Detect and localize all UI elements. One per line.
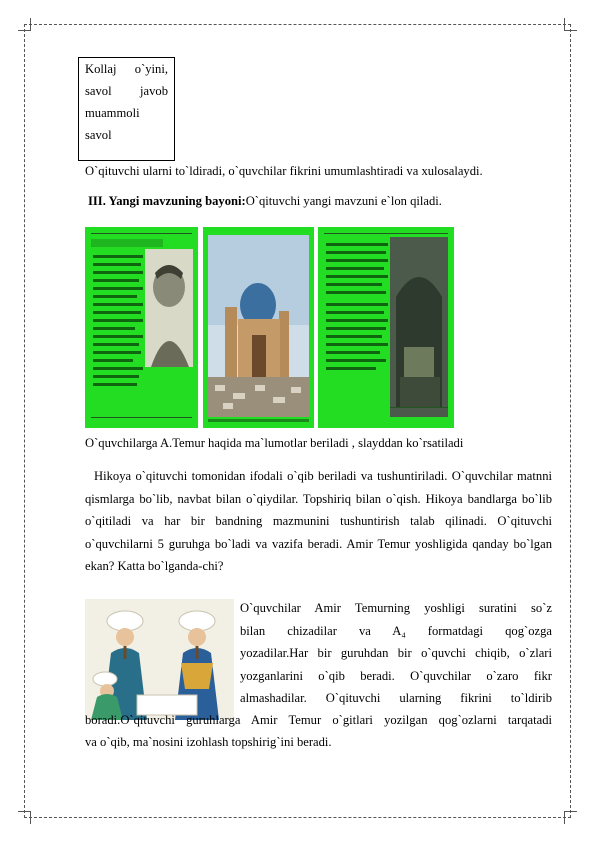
method-line-1: Kollaj o`yini,: [85, 62, 168, 76]
method-table-cell: [78, 57, 175, 161]
group-task-line-1: O`quvchilar Amir Temurning yoshligi suratini so`z: [240, 601, 552, 615]
slide-amir-temur-bio: [85, 227, 198, 428]
method-line-3: muammoli: [85, 106, 140, 120]
mausoleum-image: [203, 227, 314, 428]
slide-bio-graphic: [85, 227, 198, 428]
slide-interior-graphic: [318, 227, 454, 428]
group-task-line-6: boradi.O`qituvchi guruhlarga Amir Temur o`gitlari yozilgan qog`ozlarni tarqatadi: [85, 713, 552, 727]
group-task-text: [240, 597, 552, 710]
group-task-line-3: yozadilar.Har bir guruhdan bir o`quvchi chiqib, o`zlari: [240, 646, 552, 660]
section-heading-text: O`qituvchi yangi mavzuni e`lon qiladi.: [245, 194, 442, 208]
group-task-line-2: bilan chizadilar va A₄ formatdagi qog`ozga: [240, 623, 552, 638]
summary-line: O`qituvchi ularni to`ldiradi, o`quvchilar fikrini umumlashtiradi va xulosalaydi.: [85, 164, 483, 178]
group-task-line-7: va o`qib, ma`nosini izohlash topshirig`ini beradi.: [85, 735, 332, 749]
corner-mark-top-left: [18, 18, 31, 31]
group-task-line-5: almashadilar. O`qituvchi ularning fikrini to`ldirib: [240, 691, 552, 705]
method-line-2: savol javob: [85, 84, 168, 98]
group-task-line-4: yozganlarini o`qib beradi. O`quvchilar o`zaro fikr: [240, 668, 552, 683]
corner-mark-bottom-right: [564, 811, 577, 824]
slide-mausoleum-photo: [203, 227, 314, 428]
section-heading-line: [88, 190, 442, 212]
story-paragraph: Hikoya o`qituvchi tomonidan ifodali o`qib beriladi va tushuntiriladi. O`quvchilar matnni qismlarga bo`lib, navbat bilan o`qiydilar. Topshiriq bilan o`qish. Hikoya bandlarga bo`lib o`qitiladi va har bir bandning mazmunini tushuntirish talab qilinadi. O`qituvchi o`quvchilarni 5 guruhga bo`ladi va vazifa beradi. Amir Temur yoshligida qanday bo`lgan ekan? Katta bo`lganda-chi?: [85, 469, 552, 573]
scholars-image: [85, 599, 234, 720]
illustration-scholars: [85, 599, 234, 720]
corner-mark-top-right: [564, 18, 577, 31]
slide-mausoleum-interior: [318, 227, 454, 428]
section-heading: III. Yangi mavzuning bayoni:: [88, 194, 246, 208]
method-line-4: savol: [85, 128, 112, 142]
slides-caption: O`quvchilarga A.Temur haqida ma`lumotlar beriladi , slayddan ko`rsatiladi: [85, 436, 464, 450]
corner-mark-bottom-left: [18, 811, 31, 824]
